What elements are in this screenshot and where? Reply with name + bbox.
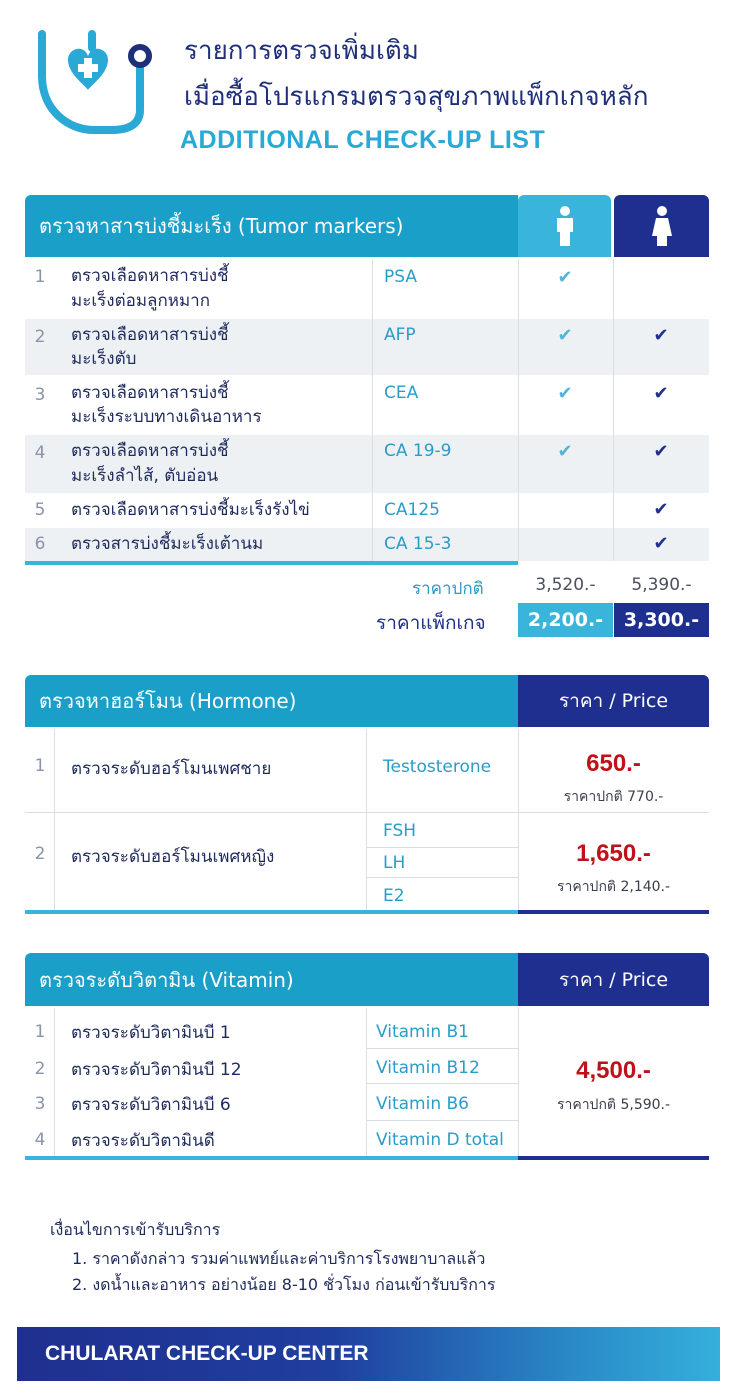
male-check-icon: ✔ <box>557 267 573 288</box>
male-check-icon: ✔ <box>557 441 573 462</box>
tumor-row-5 <box>25 495 709 526</box>
page-title-thai-2: เมื่อซื้อโปรแกรมตรวจสุขภาพแพ็กเกจหลัก <box>184 82 649 112</box>
hormone-normal-price-2: ราคาปกติ 2,140.- <box>556 879 671 895</box>
hormone-price-1: 650.- <box>586 750 641 777</box>
tumor-normal-price-female: 5,390.- <box>631 575 692 595</box>
vitamin-bottom-bar-right <box>518 1156 709 1160</box>
tumor-package-price-male: 2,200.- <box>518 603 613 637</box>
vitamin-section-title: ตรวจระดับวิตามิน (Vitamin) <box>39 967 294 992</box>
test-name-line2: มะเร็งลำไส้, ตับอ่อน <box>71 466 219 486</box>
test-name-line1: ตรวจเลือดหาสารบ่งชี้ <box>71 325 229 345</box>
test-name-line1: ตรวจเลือดหาสารบ่งชี้ <box>71 383 229 403</box>
hormone-price-2: 1,650.- <box>576 840 651 867</box>
female-check-icon: ✔ <box>653 383 669 404</box>
tumor-row-1 <box>25 259 709 317</box>
condition-item-2: 2. งดน้ำและอาหาร อย่างน้อย 8-10 ชั่วโมง ก่อนเข้ารับบริการ <box>72 1275 496 1294</box>
vitamin-test-code-1: Vitamin B1 <box>376 1022 470 1042</box>
vitamin-test-code-2: Vitamin B12 <box>376 1058 480 1078</box>
divider <box>366 1120 518 1121</box>
vitamin-price-header-label: ราคา / Price <box>558 968 669 991</box>
tumor-normal-price-label: ราคาปกติ <box>412 579 484 599</box>
hormone-price-header-label: ราคา / Price <box>558 690 669 712</box>
vitamin-test-name-3: ตรวจระดับวิตามินบี 6 <box>71 1095 231 1115</box>
male-icon <box>554 206 576 246</box>
row-number: 5 <box>34 500 46 520</box>
footer-banner <box>17 1327 720 1381</box>
tumor-section-title: ตรวจหาสารบ่งชี้มะเร็ง (Tumor markers) <box>39 214 404 238</box>
tumor-section-header <box>25 195 518 257</box>
tumor-bottom-bar <box>25 561 518 565</box>
test-code: CEA <box>384 383 419 403</box>
condition-item-1: 1. ราคาดังกล่าว รวมค่าแพทย์และค่าบริการโรงพยาบาลแล้ว <box>72 1249 486 1268</box>
test-name-line2: มะเร็งตับ <box>71 349 137 369</box>
row-number: 4 <box>34 443 46 463</box>
hormone-test-code-fsh: FSH <box>383 821 417 841</box>
male-check-icon: ✔ <box>557 325 573 346</box>
tumor-normal-price-male: 3,520.- <box>535 575 596 595</box>
vitamin-test-name-4: ตรวจระดับวิตามินดี <box>71 1131 215 1151</box>
tumor-row-6 <box>25 528 709 561</box>
vitamin-test-code-3: Vitamin B6 <box>376 1094 470 1114</box>
tumor-row-4 <box>25 435 709 493</box>
conditions-title: เงื่อนไขการเข้ารับบริการ <box>50 1220 221 1239</box>
divider <box>366 847 518 848</box>
vitamin-bottom-bar-left <box>25 1156 518 1160</box>
hormone-price-header <box>518 675 709 727</box>
female-check-icon: ✔ <box>653 499 669 520</box>
hormone-test-name-1: ตรวจระดับฮอร์โมนเพศชาย <box>71 759 272 779</box>
page-title-english: ADDITIONAL CHECK-UP LIST <box>180 126 546 154</box>
vitamin-price-header <box>518 953 709 1006</box>
row-number: 3 <box>34 385 46 405</box>
row-number: 4 <box>34 1130 46 1150</box>
hormone-bottom-bar-left <box>25 910 518 914</box>
divider <box>372 259 373 561</box>
divider <box>518 259 519 561</box>
divider <box>366 1083 518 1084</box>
row-number: 2 <box>34 1059 46 1079</box>
test-code: CA 19-9 <box>384 441 452 461</box>
female-icon <box>650 206 674 246</box>
row-number: 2 <box>34 844 46 864</box>
divider <box>366 1048 518 1049</box>
footer-label: CHULARAT CHECK-UP CENTER <box>45 1342 369 1365</box>
tumor-row-2 <box>25 319 709 375</box>
test-name-line2: มะเร็งระบบทางเดินอาหาร <box>71 407 262 427</box>
test-code: AFP <box>384 325 416 345</box>
test-code: CA125 <box>384 500 440 520</box>
vitamin-test-name-2: ตรวจระดับวิตามินบี 12 <box>71 1060 242 1080</box>
divider <box>613 259 614 561</box>
hormone-test-code-e2: E2 <box>383 886 405 906</box>
vitamin-section-header <box>25 953 518 1006</box>
female-check-icon: ✔ <box>653 441 669 462</box>
test-name-line1: ตรวจเลือดหาสารบ่งชี้มะเร็งรังไข่ <box>71 500 310 520</box>
row-number: 1 <box>34 267 46 287</box>
tumor-row-3 <box>25 377 709 433</box>
vitamin-test-name-1: ตรวจระดับวิตามินบี 1 <box>71 1023 231 1043</box>
row-number: 1 <box>34 1022 46 1042</box>
vitamin-normal-price: ราคาปกติ 5,590.- <box>556 1097 671 1113</box>
female-check-icon: ✔ <box>653 533 669 554</box>
hormone-test-name-2: ตรวจระดับฮอร์โมนเพศหญิง <box>71 847 275 867</box>
divider <box>366 877 518 878</box>
female-column-header <box>614 195 709 257</box>
row-number: 6 <box>34 534 46 554</box>
tumor-package-price-female: 3,300.- <box>614 603 709 637</box>
test-name-line1: ตรวจเลือดหาสารบ่งชี้ <box>71 266 229 286</box>
hormone-test-code-1: Testosterone <box>383 757 492 777</box>
row-number: 2 <box>34 327 46 347</box>
stethoscope-heart-icon <box>28 26 168 158</box>
row-number: 1 <box>34 756 46 776</box>
row-number: 3 <box>34 1094 46 1114</box>
page-title-thai-1: รายการตรวจเพิ่มเติม <box>184 36 419 66</box>
vitamin-price: 4,500.- <box>576 1057 651 1084</box>
hormone-bottom-bar-right <box>518 910 709 914</box>
test-code: PSA <box>384 267 417 287</box>
tumor-package-price-label: ราคาแพ็กเกจ <box>376 612 486 634</box>
male-column-header <box>518 195 611 257</box>
test-name-line1: ตรวจสารบ่งชี้มะเร็งเต้านม <box>71 534 264 554</box>
divider <box>25 812 709 813</box>
divider <box>366 1008 367 1156</box>
male-check-icon: ✔ <box>557 383 573 404</box>
hormone-test-code-lh: LH <box>383 853 406 873</box>
hormone-normal-price-1: ราคาปกติ 770.- <box>563 789 664 805</box>
test-name-line1: ตรวจเลือดหาสารบ่งชี้ <box>71 441 229 461</box>
test-name-line2: มะเร็งต่อมลูกหมาก <box>71 291 210 311</box>
divider <box>366 729 367 910</box>
vitamin-test-code-4: Vitamin D total <box>376 1130 504 1150</box>
test-code: CA 15-3 <box>384 534 452 554</box>
hormone-section-header <box>25 675 518 727</box>
hormone-section-title: ตรวจหาฮอร์โมน (Hormone) <box>39 689 297 713</box>
female-check-icon: ✔ <box>653 325 669 346</box>
